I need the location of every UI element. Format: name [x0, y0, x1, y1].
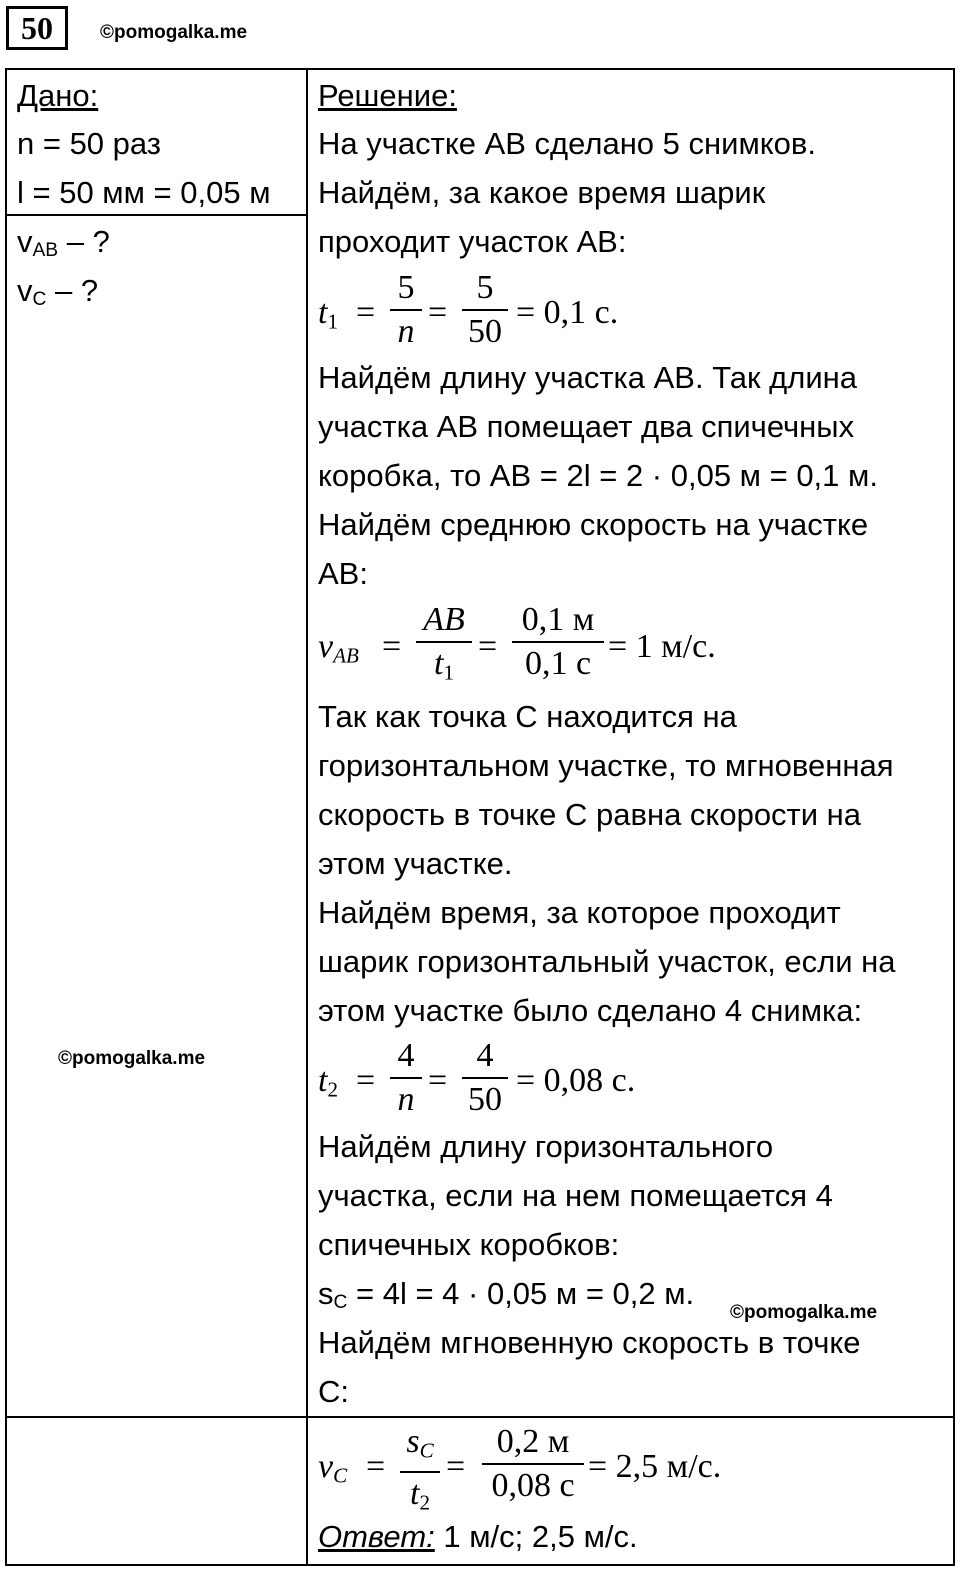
- eq4-fraction-1: [400, 1422, 440, 1523]
- eq-var: v: [318, 628, 334, 665]
- eq-sub: C: [333, 1463, 348, 1488]
- answer-label: Ответ:: [318, 1519, 435, 1554]
- eq2-fraction-2: [512, 600, 604, 684]
- find-item: [17, 222, 110, 267]
- watermark-top: ©pomogalka.me: [100, 22, 248, 43]
- eq1-fraction-2: [462, 268, 508, 352]
- frac-num: AB: [423, 601, 465, 638]
- frac-num: 4: [397, 1037, 415, 1074]
- solution-line: спичечных коробков:: [318, 1227, 620, 1262]
- solution-line: Найдём, за какое время шарик: [318, 175, 766, 210]
- eq1-fraction-1: [390, 268, 422, 352]
- frac-num: 5: [476, 269, 494, 306]
- frac-num: 0,1 м: [521, 601, 595, 638]
- solution-line: На участке AB сделано 5 снимков.: [318, 126, 816, 161]
- find-item: [17, 271, 98, 316]
- eq-sub: 1: [327, 309, 338, 334]
- solution-line: шарик горизонтальный участок, если на: [318, 944, 896, 979]
- frac-num: 5: [397, 269, 415, 306]
- frac-num-sub: C: [419, 1438, 434, 1463]
- solution-line: AB:: [318, 556, 368, 591]
- frac-num: 0,2 м: [496, 1423, 570, 1460]
- solution-heading: Решение:: [318, 78, 457, 113]
- eq-var: t: [318, 1062, 328, 1099]
- column-divider-2: [306, 1416, 308, 1564]
- find-rest: – ?: [46, 273, 99, 308]
- eq2-fraction-1: [416, 600, 472, 692]
- watermark-bottom: ©pomogalka.me: [730, 1302, 878, 1323]
- frac-den-sub: 2: [419, 1490, 430, 1515]
- frac-den: 50: [468, 1081, 502, 1118]
- eq3-fraction-2: [462, 1036, 508, 1120]
- eq-var: v: [318, 1448, 334, 1485]
- frac-num: 4: [476, 1037, 494, 1074]
- eq2-lhs: [318, 628, 359, 668]
- solution-line: участка, если на нем помещается 4: [318, 1178, 833, 1213]
- problem-number: 50: [6, 6, 68, 50]
- eq-equals: =: [366, 1448, 386, 1485]
- find-var: v: [17, 273, 33, 308]
- find-sub: AB: [32, 240, 59, 262]
- eq3-fraction-1: [390, 1036, 422, 1120]
- eq4-fraction-2: [482, 1422, 584, 1506]
- eq-var: t: [318, 294, 328, 331]
- eq-equals: =: [446, 1448, 466, 1485]
- solution-line: Так как точка C находится на: [318, 699, 737, 734]
- eq2-result: = 1 м/с.: [608, 628, 716, 665]
- eq-equals: =: [382, 628, 402, 665]
- eq4-result: = 2,5 м/с.: [588, 1448, 722, 1485]
- eq3-result: = 0,08 с.: [516, 1062, 636, 1099]
- eq-equals: =: [478, 628, 498, 665]
- given-line: l = 50 мм = 0,05 м: [17, 175, 271, 210]
- solution-line: C:: [318, 1374, 349, 1409]
- solution-line: Найдём длину участка AB. Так длина: [318, 360, 858, 395]
- frac-den: n: [397, 1081, 415, 1118]
- frac-den: 0,08 с: [491, 1467, 575, 1504]
- frac-den: 50: [468, 313, 502, 350]
- solution-line: этом участке было сделано 4 снимка:: [318, 993, 863, 1028]
- frac-den-sub: 1: [443, 660, 454, 685]
- eq-sub: 2: [327, 1077, 338, 1102]
- eq-sub: AB: [333, 643, 359, 668]
- eq-equals: =: [356, 1062, 376, 1099]
- frac-den: t: [434, 645, 444, 682]
- eq4-lhs: [318, 1448, 347, 1488]
- answer-text: 1 м/с; 2,5 м/с.: [434, 1519, 638, 1554]
- find-var: v: [17, 224, 33, 259]
- solution-line: коробка, то AB = 2l = 2 · 0,05 м = 0,1 м.: [318, 458, 878, 493]
- eq1-result: = 0,1 с.: [516, 294, 619, 331]
- eq-equals: =: [356, 294, 376, 331]
- solution-line: Найдём мгновенную скорость в точке: [318, 1325, 861, 1360]
- sc-rest: = 4l = 4 · 0,05 м = 0,2 м.: [347, 1276, 695, 1311]
- solution-line: Найдём длину горизонтального: [318, 1129, 774, 1164]
- eq3-lhs: [318, 1062, 338, 1102]
- eq1-lhs: [318, 294, 338, 334]
- answer-line: [318, 1517, 638, 1557]
- frac-den: t: [410, 1475, 420, 1513]
- find-rest: – ?: [58, 224, 110, 259]
- given-line: n = 50 раз: [17, 126, 162, 161]
- sc-var: s: [318, 1276, 334, 1311]
- sc-sub: C: [333, 1292, 348, 1314]
- sc-line: [318, 1274, 694, 1319]
- solution-line: Найдём время, за которое проходит: [318, 895, 841, 930]
- column-divider: [306, 68, 308, 1416]
- given-find-divider: [5, 214, 307, 216]
- frac-num: s: [406, 1423, 420, 1460]
- solution-line: Найдём среднюю скорость на участке: [318, 507, 869, 542]
- solution-line: горизонтальном участке, то мгновенная: [318, 748, 894, 783]
- find-sub: C: [32, 289, 47, 311]
- given-heading: Дано:: [17, 78, 99, 113]
- solution-line: этом участке.: [318, 846, 513, 881]
- solution-line: участка AB помещает два спичечных: [318, 409, 855, 444]
- frac-den: n: [397, 313, 415, 350]
- eq-equals: =: [428, 294, 448, 331]
- frac-den: 0,1 с: [524, 645, 592, 682]
- solution-line: проходит участок AB:: [318, 224, 627, 259]
- watermark-middle: ©pomogalka.me: [58, 1048, 206, 1069]
- solution-line: скорость в точке C равна скорости на: [318, 797, 862, 832]
- eq-equals: =: [428, 1062, 448, 1099]
